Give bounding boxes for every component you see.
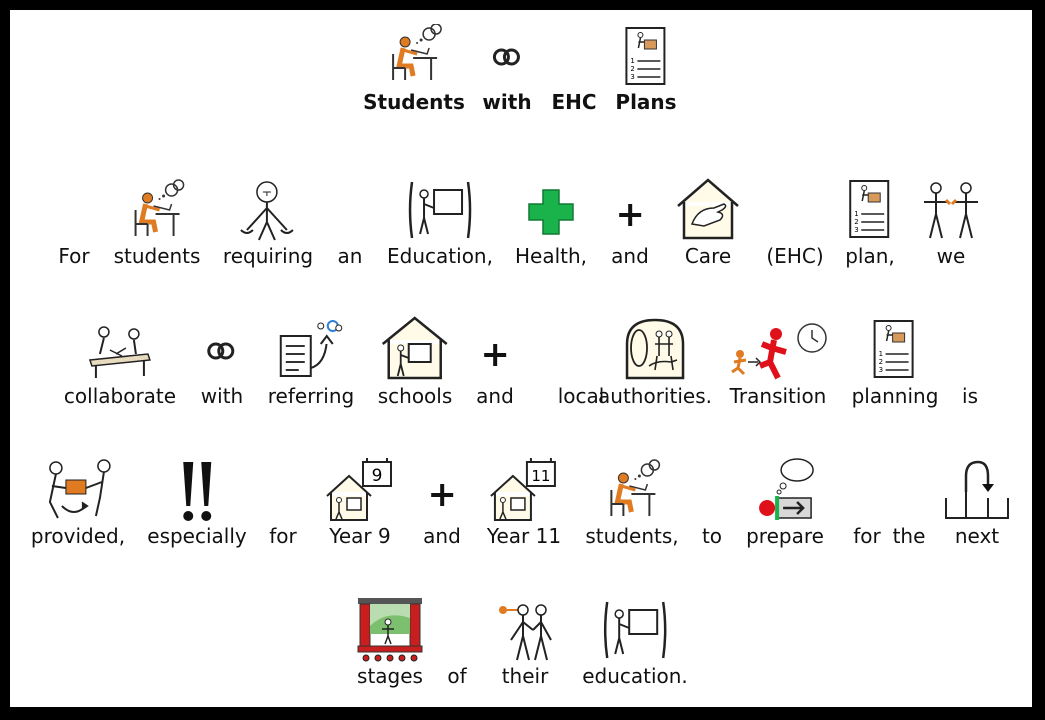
word-for-3 bbox=[853, 456, 881, 548]
word-text: Year 9 bbox=[329, 524, 391, 548]
word-text: especially bbox=[147, 524, 247, 548]
plan-document-icon bbox=[846, 176, 894, 244]
teacher-whiteboard-icon bbox=[406, 176, 474, 244]
word-students bbox=[114, 176, 201, 268]
title-word: with bbox=[482, 90, 532, 114]
caring-hand-house-icon bbox=[674, 176, 742, 244]
word-plan bbox=[845, 176, 895, 268]
word-text: an bbox=[337, 244, 363, 268]
word-text: for bbox=[853, 524, 881, 548]
word-text: For bbox=[58, 244, 90, 268]
word-text: to bbox=[701, 524, 723, 548]
word-authorities bbox=[598, 316, 712, 408]
word-education bbox=[387, 176, 493, 268]
word-text: Transition bbox=[729, 384, 827, 408]
school-house-icon bbox=[381, 316, 449, 384]
referral-form-icon bbox=[277, 316, 345, 384]
word-and-2 bbox=[476, 316, 514, 408]
word-text: Year 11 bbox=[486, 524, 562, 548]
title-word-ehc bbox=[551, 24, 596, 114]
word-we bbox=[920, 176, 982, 268]
next-step-arrow-icon bbox=[942, 456, 1012, 524]
word-especially bbox=[147, 456, 246, 548]
word-health bbox=[515, 176, 587, 268]
stage-theatre-icon bbox=[356, 596, 424, 664]
year-11-school-icon bbox=[489, 456, 559, 524]
word-text: Care bbox=[684, 244, 732, 268]
word-text: requiring bbox=[222, 244, 314, 268]
teacher-whiteboard-icon bbox=[601, 596, 669, 664]
word-for bbox=[58, 176, 89, 268]
title-word-plans bbox=[615, 24, 676, 114]
word-text: and bbox=[423, 524, 461, 548]
word-text: plan, bbox=[845, 244, 895, 268]
word-requiring bbox=[223, 176, 313, 268]
word-text: collaborate bbox=[63, 384, 177, 408]
word-text: next bbox=[954, 524, 1000, 548]
word-and-3 bbox=[423, 456, 461, 548]
word-text: is bbox=[962, 384, 978, 408]
svg-text:11: 11 bbox=[531, 467, 551, 485]
word-year11 bbox=[487, 456, 561, 548]
giving-icon bbox=[42, 456, 114, 524]
plan-document-icon bbox=[622, 24, 670, 90]
student-reading-icon bbox=[126, 176, 188, 244]
linked-rings-icon bbox=[487, 24, 527, 90]
svg-text:9: 9 bbox=[371, 466, 383, 486]
word-transition bbox=[728, 316, 828, 408]
word-text: stages bbox=[357, 664, 423, 688]
word-care bbox=[674, 176, 742, 268]
word-text: prepare bbox=[746, 524, 824, 548]
word-text: local bbox=[557, 384, 605, 408]
student-reading-icon bbox=[601, 456, 663, 524]
title-word: EHC bbox=[551, 90, 597, 114]
word-with bbox=[201, 316, 243, 408]
double-exclamation-icon bbox=[171, 456, 223, 524]
linked-rings-icon bbox=[202, 316, 242, 384]
word-the bbox=[893, 456, 926, 548]
word-text: education. bbox=[582, 664, 688, 688]
title-word: Students bbox=[363, 90, 465, 114]
word-text: students, bbox=[585, 524, 679, 548]
word-text: the bbox=[892, 524, 926, 548]
word-text: for bbox=[269, 524, 297, 548]
word-collaborate bbox=[64, 316, 176, 408]
year-9-school-icon bbox=[325, 456, 395, 524]
student-reading-icon bbox=[383, 24, 445, 90]
word-text: of bbox=[447, 664, 467, 688]
word-text: authorities. bbox=[598, 384, 712, 408]
plus-icon bbox=[427, 456, 457, 524]
word-students-2 bbox=[585, 456, 678, 548]
title-word: Plans bbox=[615, 90, 677, 114]
word-planning bbox=[852, 316, 939, 408]
word-education-2 bbox=[582, 596, 688, 688]
word-and bbox=[611, 176, 649, 268]
word-ehc bbox=[766, 176, 823, 268]
word-to bbox=[702, 456, 722, 548]
their-people-icon bbox=[493, 596, 557, 664]
word-provided bbox=[31, 456, 125, 548]
word-text: students bbox=[113, 244, 201, 268]
word-text: (EHC) bbox=[766, 244, 824, 268]
word-prepare bbox=[746, 456, 824, 548]
word-is bbox=[962, 316, 978, 408]
title-word-with bbox=[482, 24, 531, 114]
word-text: schools bbox=[377, 384, 453, 408]
word-next bbox=[942, 456, 1012, 548]
word-text: Education, bbox=[387, 244, 493, 268]
title-word-students bbox=[363, 24, 465, 114]
symbol-text-page bbox=[10, 10, 1032, 707]
people-at-table-icon bbox=[86, 316, 154, 384]
plus-icon bbox=[615, 176, 645, 244]
word-of bbox=[447, 596, 466, 688]
green-cross-icon bbox=[527, 176, 575, 244]
local-authorities-icon bbox=[621, 316, 689, 384]
word-text: and bbox=[476, 384, 514, 408]
plan-document-icon bbox=[871, 316, 919, 384]
word-text: provided, bbox=[30, 524, 126, 548]
prepare-thinking-icon bbox=[753, 456, 817, 524]
word-referring bbox=[268, 316, 354, 408]
plus-icon bbox=[480, 316, 510, 384]
person-needing-icon bbox=[237, 176, 299, 244]
word-text: their bbox=[501, 664, 549, 688]
word-text: planning bbox=[851, 384, 939, 408]
word-text: Health, bbox=[514, 244, 588, 268]
word-an bbox=[338, 176, 363, 268]
word-schools bbox=[378, 316, 453, 408]
two-people-icon bbox=[920, 176, 982, 244]
word-text: with bbox=[200, 384, 244, 408]
word-text: and bbox=[611, 244, 649, 268]
transition-icon bbox=[728, 316, 828, 384]
word-for-2 bbox=[269, 456, 297, 548]
word-stages bbox=[356, 596, 424, 688]
word-text: referring bbox=[267, 384, 355, 408]
word-their bbox=[493, 596, 557, 688]
word-year9 bbox=[325, 456, 395, 548]
word-text: we bbox=[936, 244, 966, 268]
